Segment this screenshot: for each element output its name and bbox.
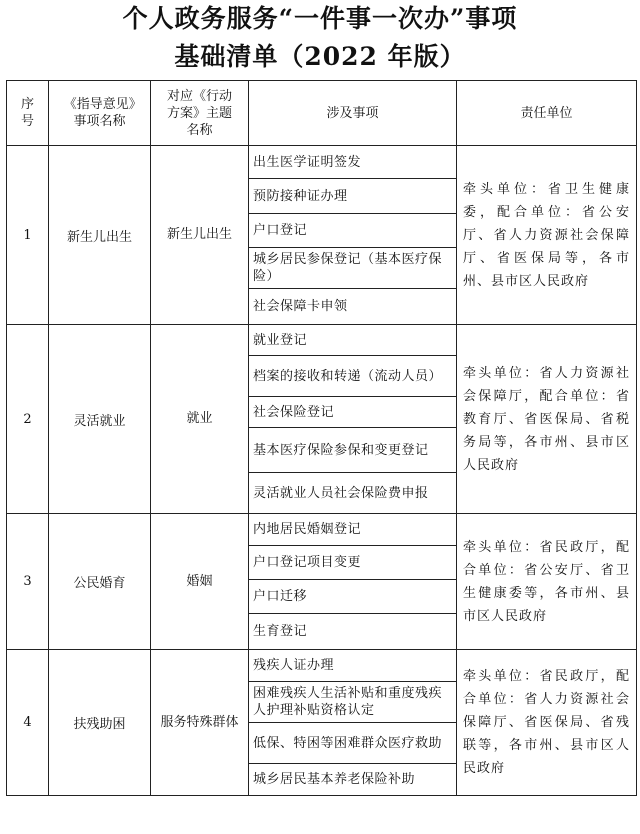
- header-no: 序号: [7, 81, 49, 146]
- responsible-units: 牵头单位：省民政厅，配合单位：省公安厅、省卫生健康委等，各市州、县市区人民政府: [457, 514, 637, 650]
- document-title-line1: 个人政务服务“一件事一次办”事项: [122, 4, 518, 33]
- guide-item-name: 灵活就业: [49, 325, 151, 514]
- document-title-line2: 基础清单（2022 年版）: [174, 42, 466, 71]
- table-row: [7, 514, 637, 546]
- related-item: 户口登记: [249, 214, 457, 248]
- related-item: 档案的接收和转递（流动人员）: [249, 356, 457, 397]
- plan-theme-name: 新生儿出生: [151, 146, 249, 325]
- row-number: 2: [7, 325, 49, 514]
- service-list-table: [6, 80, 637, 796]
- related-item: 就业登记: [249, 325, 457, 356]
- related-item: 低保、特困等困难群众医疗救助: [249, 723, 457, 764]
- plan-theme-name: 就业: [151, 325, 249, 514]
- related-item: 户口迁移: [249, 580, 457, 614]
- related-item: 灵活就业人员社会保险费申报: [249, 473, 457, 514]
- related-item: 生育登记: [249, 614, 457, 650]
- related-item: 困难残疾人生活补贴和重度残疾人护理补贴资格认定: [249, 682, 457, 723]
- related-item: 基本医疗保险参保和变更登记: [249, 428, 457, 473]
- responsible-units: 牵头单位：省民政厅，配合单位：省人力资源社会保障厅、省医保局、省残联等，各市州、县市区人民政府: [457, 650, 637, 796]
- related-item: 出生医学证明签发: [249, 146, 457, 179]
- related-item: 社会保障卡申领: [249, 289, 457, 325]
- plan-theme-name: 服务特殊群体: [151, 650, 249, 796]
- header-plan: 对应《行动方案》主题名称: [151, 81, 249, 146]
- table-row: [7, 325, 637, 356]
- table-header-row: [7, 81, 637, 146]
- related-item: 社会保险登记: [249, 397, 457, 428]
- guide-item-name: 公民婚育: [49, 514, 151, 650]
- row-number: 1: [7, 146, 49, 325]
- related-item: 预防接种证办理: [249, 179, 457, 214]
- related-item: 城乡居民基本养老保险补助: [249, 764, 457, 796]
- header-resp: 责任单位: [457, 81, 637, 146]
- header-items: 涉及事项: [249, 81, 457, 146]
- responsible-units: 牵头单位：省人力资源社会保障厅，配合单位：省教育厅、省医保局、省税务局等，各市州、县市区人民政府: [457, 325, 637, 514]
- related-item: 户口登记项目变更: [249, 546, 457, 580]
- row-number: 4: [7, 650, 49, 796]
- guide-item-name: 新生儿出生: [49, 146, 151, 325]
- plan-theme-name: 婚姻: [151, 514, 249, 650]
- responsible-units: 牵头单位：省卫生健康委，配合单位：省公安厅、省人力资源社会保障厅、省医保局等，各市州、县市区人民政府: [457, 146, 637, 325]
- related-item: 内地居民婚姻登记: [249, 514, 457, 546]
- header-guide: 《指导意见》事项名称: [49, 81, 151, 146]
- related-item: 城乡居民参保登记（基本医疗保险）: [249, 248, 457, 289]
- table-row: [7, 650, 637, 682]
- table-row: [7, 146, 637, 179]
- related-item: 残疾人证办理: [249, 650, 457, 682]
- guide-item-name: 扶残助困: [49, 650, 151, 796]
- row-number: 3: [7, 514, 49, 650]
